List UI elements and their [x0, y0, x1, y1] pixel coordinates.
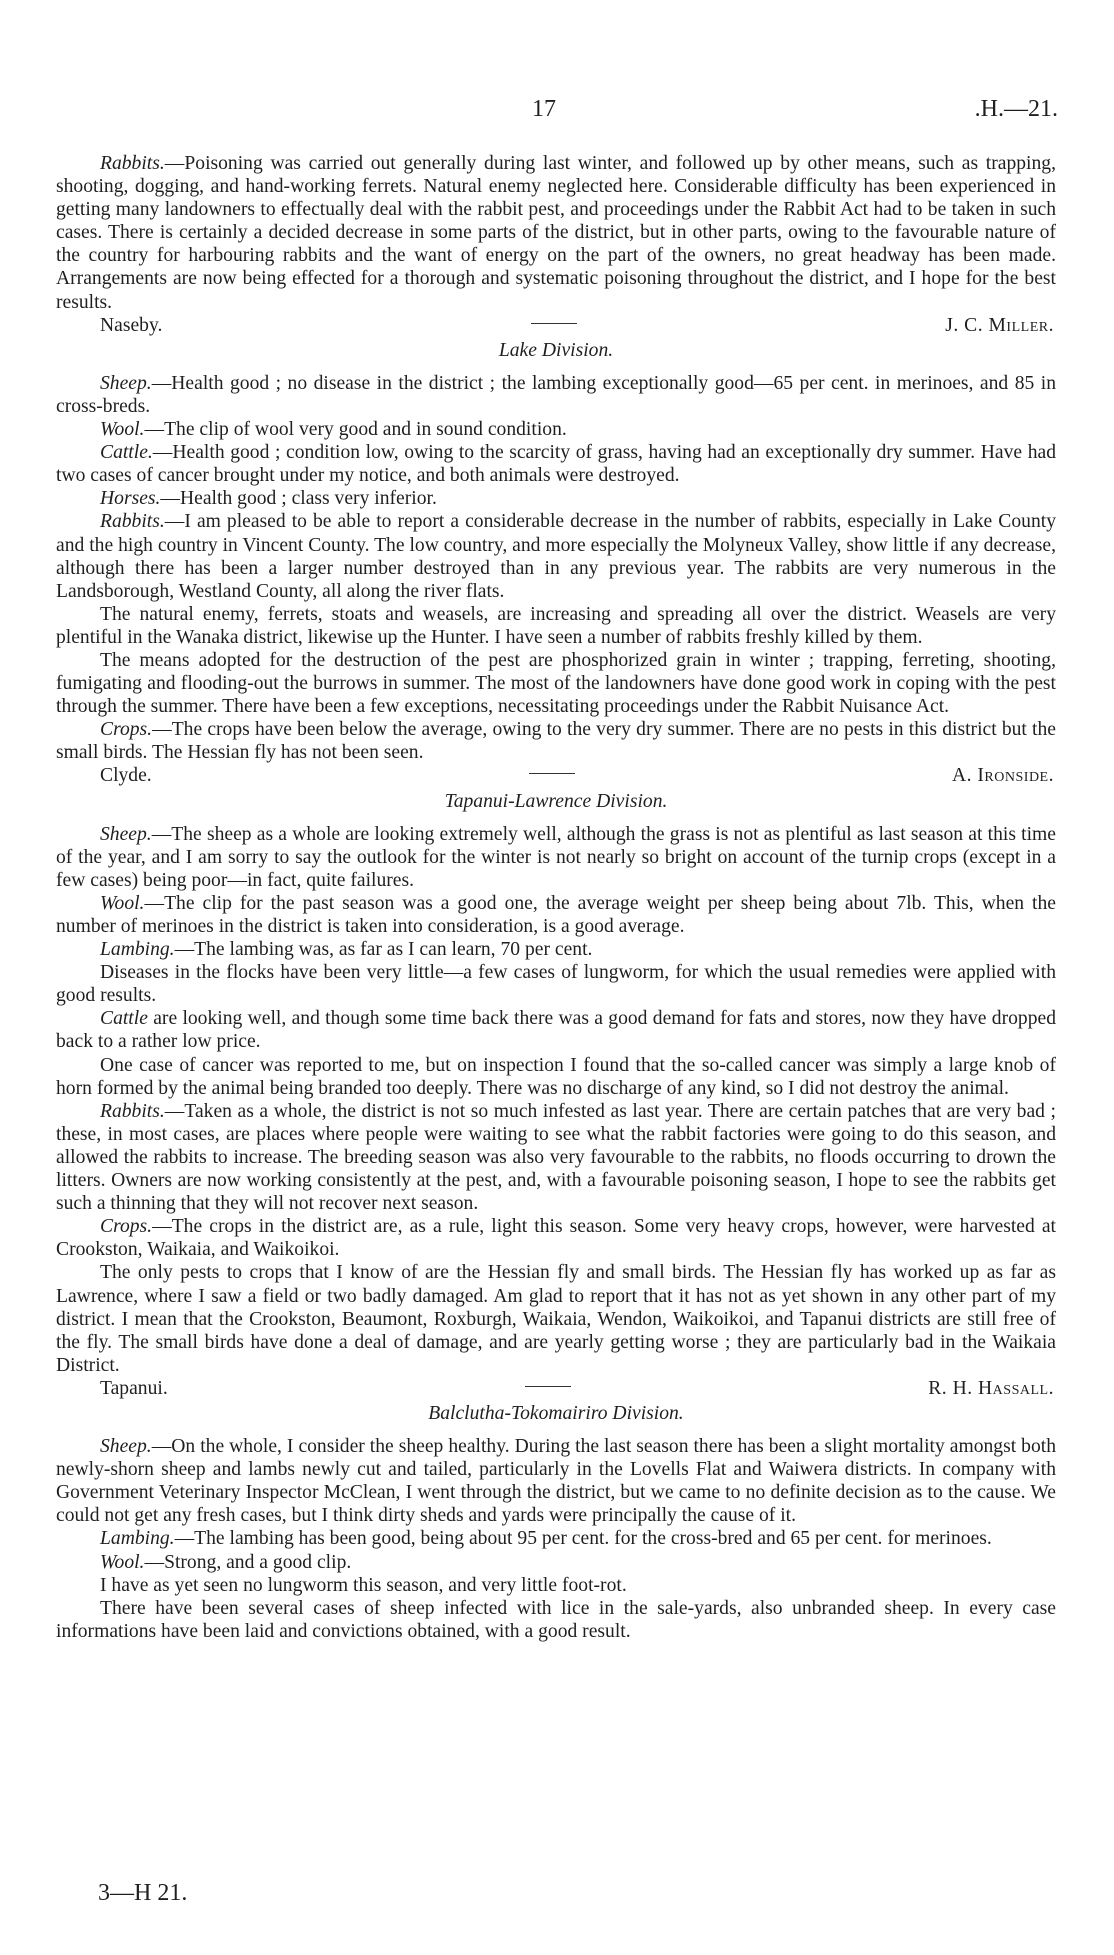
signature-line-clyde	[56, 764, 1056, 787]
paragraph-text: —Poisoning was carried out generally during last winter, and followed up by other means, such as trapping, shooting, dogging, and hand-working ferrets. Natural enemy neglected here. Considerable difficulty has been experienced in getting many landowners to effectually deal with the rabbit pest, and proceedings under the Rabbit Act had to be taken in such cases. There is certainly a decided decrease in some parts of the district, but in other parts, owing to the favourable nature of the country for harbouring rabbits and the want of energy on the part of the owners, no great headway has been made. Arrangements are now being effected for a thorough and systematic poisoning throughout the district, and I hope for the best results.	[56, 153, 1056, 313]
paragraph-lake-crops	[56, 718, 1056, 764]
paragraph-label: Sheep.	[100, 1436, 152, 1458]
paragraph-label: Crops.	[100, 719, 153, 741]
section-divider-rule	[529, 773, 575, 774]
page-number: 17	[532, 96, 556, 122]
signature-place: Tapanui.	[100, 1377, 168, 1399]
paragraph-label: Cattle	[100, 1008, 148, 1030]
signature-name: J. C. Miller.	[945, 314, 1054, 336]
paragraph-tapanui-rabbits	[56, 1100, 1056, 1215]
paragraph-label: Cattle.	[100, 442, 153, 464]
paragraph-tapanui-diseases: Diseases in the flocks have been very little—a few cases of lungworm, for which the usual remedies were applied with good results.	[56, 962, 1056, 1007]
paragraph-text: —Health good ; condition low, owing to the scarcity of grass, having had an exceptionally dry summer. Have had two cases of cancer brought under my notice, and both animals were destroyed.	[56, 442, 1056, 487]
paragraph-tapanui-lambing	[56, 938, 1056, 961]
paragraph-text: —The sheep as a whole are looking extremely well, although the grass is not as plentiful as last season at this time of the year, and I am sorry to say the outlook for the winter is not nearly so bright on account of the turnip crops (except in a few cases) being poor—in fact, quite failures.	[56, 823, 1056, 891]
paragraph-label: Wool.	[100, 419, 145, 441]
paragraph-balclutha-lambing	[56, 1527, 1056, 1550]
page-header	[0, 96, 1114, 130]
paragraph-text: —The clip for the past season was a good one, the average weight per sheep being about 7lb. This, when the number of merinoes in the district is taken into consideration, is a good average.	[56, 892, 1056, 937]
division-heading-balclutha: Balclutha-Tokomairiro Division.	[428, 1402, 684, 1424]
signature-line-naseby	[56, 314, 1056, 337]
paragraph-text: —Health good ; class very inferior.	[160, 488, 437, 510]
paragraph-tapanui-cancer: One case of cancer was reported to me, but on inspection I found that the so-called cancer was simply a large knob of horn formed by the animal being branded too deeply. There was no discharge of any kind, so I did not destroy the animal.	[56, 1054, 1056, 1099]
division-heading-lake: Lake Division.	[498, 339, 614, 361]
paragraph-balclutha-lungworm: I have as yet seen no lungworm this season, and very little foot-rot.	[100, 1574, 627, 1596]
paragraph-text: —On the whole, I consider the sheep healthy. During the last season there has been a slight mortality amongst both newly-shorn sheep and lambs newly cut and tailed, particularly in the Lovells Flat and Waiwera districts. In company with Government Veterinary Inspector McClean, I went through the district, but we came to no definite decision as to the cause. We could not get any fresh cases, but I think dirty sheds and yards were principally the cause of it.	[56, 1436, 1056, 1527]
paragraph-text: —The crops in the district are, as a rule, light this season. Some very heavy crops, however, were harvested at Crookston, Waikaia, and Waikoikoi.	[56, 1216, 1056, 1261]
paragraph-tapanui-crops	[56, 1215, 1056, 1261]
paragraph-balclutha-wool	[56, 1551, 1056, 1574]
paragraph-lake-means: The means adopted for the destruction of the pest are phosphorized grain in winter ; trapping, ferreting, shooting, fumigating and flooding-out the burrows in summer. The most of the landowners have done good work in coping with the pest through the summer. There have been a few exceptions, necessitating proceedings under the Rabbit Nuisance Act.	[56, 649, 1056, 718]
signature-name: A. Ironside.	[951, 765, 1054, 787]
paragraph-tapanui-sheep	[56, 823, 1056, 892]
signature-name: R. H. Hassall.	[928, 1377, 1054, 1399]
paragraph-label: Horses.	[100, 488, 161, 510]
paragraph-label: Crops.	[100, 1216, 153, 1238]
paragraph-lake-sheep	[56, 372, 1056, 418]
paragraph-label: Lambing.	[100, 1528, 175, 1550]
paragraph-label: Lambing.	[100, 939, 175, 961]
paragraph-label: Wool.	[100, 1551, 145, 1573]
signature-place: Naseby.	[100, 314, 163, 336]
paragraph-lake-wool	[56, 418, 1056, 441]
paragraph-label: Sheep.	[100, 823, 152, 845]
signature-place: Clyde.	[100, 765, 152, 787]
paragraph-label: Rabbits.	[100, 1100, 165, 1122]
paragraph-text: —The lambing was, as far as I can learn, 70 per cent.	[174, 939, 593, 961]
paragraph-label: Sheep.	[100, 372, 152, 394]
paragraph-text: —The crops have been below the average, owing to the very dry summer. There are no pests in this district but the small birds. The Hessian fly has not been seen.	[56, 719, 1056, 764]
signature-line-tapanui	[56, 1377, 1056, 1400]
document-code: .H.—21.	[974, 96, 1058, 122]
paragraph-text: —I am pleased to be able to report a considerable decrease in the number of rabbits, especially in Lake County and the high country in Vincent County. The low country, and more especially the Molyneux Valley, show little if any decrease, although there has been a larger number destroyed than in any previous year. The rabbits are very numerous in the Landsborough, Westland County, all along the river flats.	[56, 511, 1056, 602]
paragraph-text: —Taken as a whole, the district is not so much infested as last year. There are certain patches that are very bad ; these, in most cases, are places where people were waiting to see what the rabbit factories were going to do this season, and allowed the rabbits to increase. The breeding season was also very favourable to the rabbits, no floods occurring to drown the litters. Owners are now working consistently at the pest, and, with a favourable poisoning season, I hope to see the rabbits get such a thinning that they will not recover next season.	[56, 1100, 1056, 1215]
paragraph-label: Wool.	[100, 892, 145, 914]
paragraph-lake-rabbits	[56, 510, 1056, 602]
paragraph-text: are looking well, and though some time back there was a good demand for fats and stores, now they have dropped back to a rather low price.	[56, 1008, 1056, 1053]
paragraph-text: —The lambing has been good, being about 95 per cent. for the cross-bred and 65 per cent. for merinoes.	[174, 1528, 992, 1550]
section-divider-rule	[525, 1386, 571, 1387]
paragraph-tapanui-wool	[56, 892, 1056, 938]
paragraph-text: —The clip of wool very good and in sound condition.	[144, 419, 567, 441]
section-divider-rule	[531, 323, 577, 324]
paragraph-lake-natural-enemy: The natural enemy, ferrets, stoats and weasels, are increasing and spreading all over the district. Weasels are very plentiful in the Wanaka district, likewise up the Hunter. I have seen a number of rabbits freshly killed by them.	[56, 603, 1056, 648]
paragraph-balclutha-sheep	[56, 1435, 1056, 1527]
paragraph-text: —Strong, and a good clip.	[144, 1551, 352, 1573]
footer-signature-mark: 3—H 21.	[98, 1880, 188, 1906]
paragraph-lake-cattle	[56, 441, 1056, 487]
paragraph-text: —Health good ; no disease in the district ; the lambing exceptionally good—65 per cent. in merinoes, and 85 in cross-breds.	[56, 372, 1056, 417]
paragraph-naseby-rabbits	[56, 152, 1056, 314]
report-body	[56, 152, 1056, 1643]
paragraph-tapanui-pests: The only pests to crops that I know of are the Hessian fly and small birds. The Hessian fly has worked up as far as Lawrence, where I saw a field or two badly damaged. Am glad to report that it has not as yet shown in any other part of my district. I mean that the Crookston, Beaumont, Roxburgh, Waikaia, Wendon, Waikoikoi, and Tapanui districts are still free of the fly. The small birds have done a deal of damage, and are yearly getting worse ; they are particularly bad in the Waikaia District.	[56, 1262, 1056, 1376]
paragraph-label: Rabbits.	[100, 511, 165, 533]
paragraph-label: Rabbits.	[100, 153, 165, 174]
paragraph-lake-horses	[56, 487, 1056, 510]
paragraph-balclutha-lice: There have been several cases of sheep infected with lice in the sale-yards, also unbranded sheep. In every case informations have been laid and convictions obtained, with a good result.	[56, 1597, 1056, 1642]
paragraph-tapanui-cattle	[56, 1007, 1056, 1053]
division-heading-tapanui: Tapanui-Lawrence Division.	[444, 790, 668, 812]
